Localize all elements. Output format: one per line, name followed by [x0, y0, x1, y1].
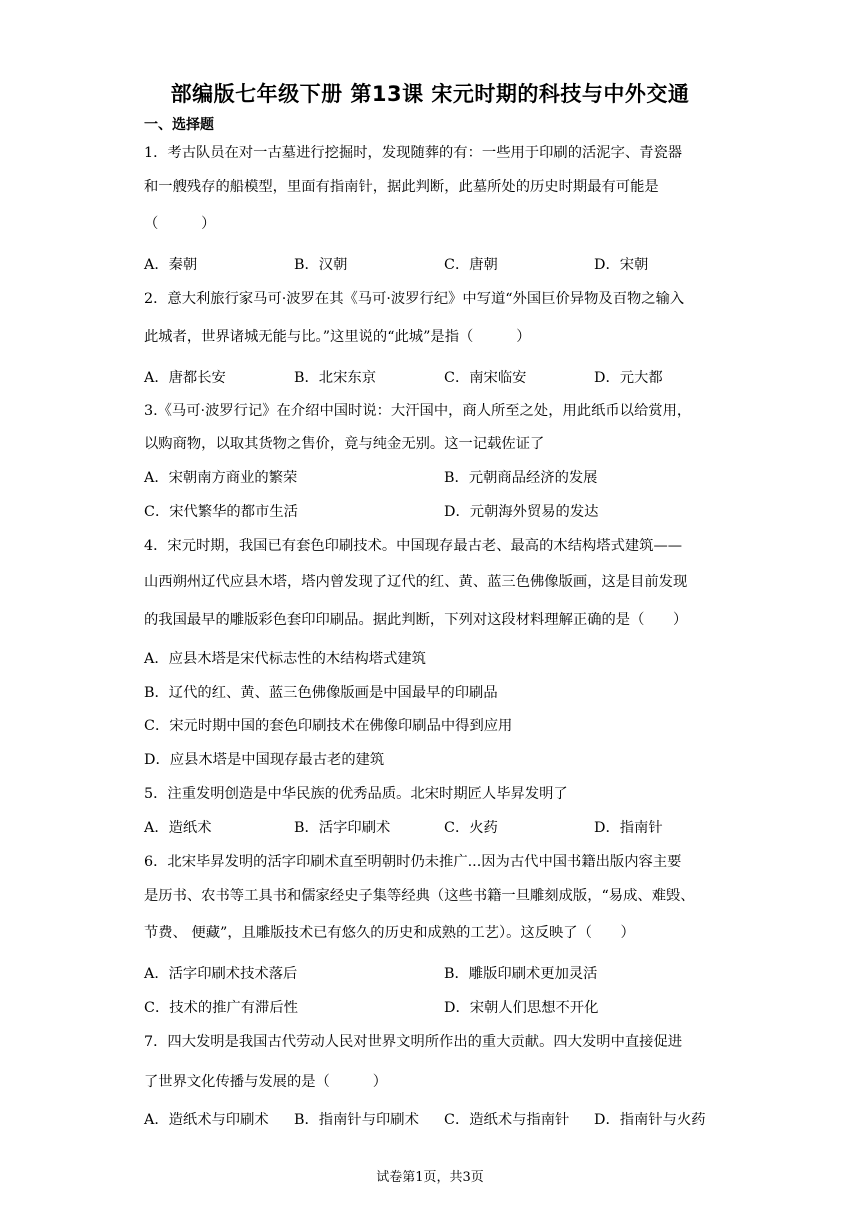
- question-2-line-2: 此城者，世界诸城无能与比。”这里说的“此城”是指（ ）: [144, 329, 531, 345]
- question-7-line-2: 了世界文化传播与发展的是（ ）: [144, 1074, 388, 1090]
- question-1-line-3: （ ）: [144, 216, 216, 232]
- question-7-line-1: 7．四大发明是我国古代劳动人民对世界文明所作出的重大贡献。四大发明中直接促进: [144, 1034, 683, 1050]
- question-1-line-2: 和一艘残存的船模型，里面有指南针，据此判断，此墓所处的历史时期最有可能是: [144, 179, 659, 195]
- question-7-option-d: D．指南针与火药: [594, 1112, 706, 1128]
- question-7-option-c: C．造纸术与指南针: [444, 1112, 570, 1128]
- question-5-option-c: C．火药: [444, 820, 498, 836]
- question-2-option-b: B．北宋东京: [294, 370, 376, 386]
- question-4-line-3: 的我国最早的雕版彩色套印印刷品。据此判断，下列对这段材料理解正确的是（ ）: [144, 612, 688, 628]
- question-6-line-3: 节费、 便藏”，且雕版技术已有悠久的历史和成熟的工艺）。这反映了（ ）: [144, 925, 635, 941]
- question-4-option-a: A．应县木塔是宋代标志性的木结构塔式建筑: [144, 651, 426, 667]
- question-6-option-d: D．宋朝人们思想不开化: [444, 1000, 599, 1016]
- question-6-option-b: B．雕版印刷术更加灵活: [444, 966, 598, 982]
- question-4-option-b: B．辽代的红、黄、蓝三色佛像版画是中国最早的印刷品: [144, 685, 498, 701]
- question-1-option-a: A．秦朝: [144, 257, 198, 273]
- question-1-option-d: D．宋朝: [594, 257, 649, 273]
- page-footer: 试卷第1页，共3页: [376, 1170, 484, 1185]
- question-1-line-1: 1．考古队员在对一古墓进行挖掘时，发现随葬的有：一些用于印刷的活泥字、青瓷器: [144, 145, 683, 161]
- question-4-option-d: D．应县木塔是中国现存最古老的建筑: [144, 752, 385, 768]
- section-heading: 一、选择题: [144, 117, 214, 133]
- question-3-option-d: D．元朝海外贸易的发达: [444, 504, 599, 520]
- question-7-option-b: B．指南针与印刷术: [294, 1112, 419, 1128]
- question-3-line-1: 3.《马可·波罗行记》在介绍中国时说：大汗国中，商人所至之处，用此纸币以给赏用，: [144, 403, 692, 419]
- question-2-option-a: A．唐都长安: [144, 370, 226, 386]
- question-7-option-a: A．造纸术与印刷术: [144, 1112, 269, 1128]
- question-2-option-c: C．南宋临安: [444, 370, 527, 386]
- question-5-option-d: D．指南针: [594, 820, 663, 836]
- question-5-line-1: 5．注重发明创造是中华民族的优秀品质。北宋时期匠人毕昇发明了: [144, 786, 568, 802]
- question-4-line-1: 4．宋元时期，我国已有套色印刷技术。中国现存最古老、最高的木结构塔式建筑——: [144, 538, 683, 554]
- question-3-line-2: 以购商物，以取其货物之售价，竟与纯金无别。这一记载佐证了: [144, 436, 545, 452]
- question-2-option-d: D．元大都: [594, 370, 663, 386]
- question-6-line-1: 6．北宋毕昇发明的活字印刷术直至明朝时仍未推广...因为古代中国书籍出版内容主要: [144, 854, 682, 870]
- question-6-line-2: 是历书、农书等工具书和儒家经史子集等经典（这些书籍一旦雕刻成版，“易成、难毁、: [144, 888, 695, 904]
- question-4-line-2: 山西朔州辽代应县木塔，塔内曾发现了辽代的红、黄、蓝三色佛像版画，这是目前发现: [144, 574, 688, 590]
- question-6-option-c: C．技术的推广有滞后性: [144, 1000, 298, 1016]
- question-5-option-a: A．造纸术: [144, 820, 212, 836]
- page-title: 部编版七年级下册 第13课 宋元时期的科技与中外交通: [170, 82, 690, 106]
- question-4-option-c: C．宋元时期中国的套色印刷技术在佛像印刷品中得到应用: [144, 718, 513, 734]
- question-3-option-a: A．宋朝南方商业的繁荣: [144, 470, 298, 486]
- question-3-option-b: B．元朝商品经济的发展: [444, 470, 598, 486]
- question-5-option-b: B．活字印刷术: [294, 820, 391, 836]
- question-1-option-c: C．唐朝: [444, 257, 498, 273]
- question-2-line-1: 2．意大利旅行家马可·波罗在其《马可·波罗行纪》中写道“外国巨价异物及百物之输入: [144, 291, 685, 307]
- question-1-option-b: B．汉朝: [294, 257, 348, 273]
- question-3-option-c: C．宋代繁华的都市生活: [144, 504, 298, 520]
- question-6-option-a: A．活字印刷术技术落后: [144, 966, 298, 982]
